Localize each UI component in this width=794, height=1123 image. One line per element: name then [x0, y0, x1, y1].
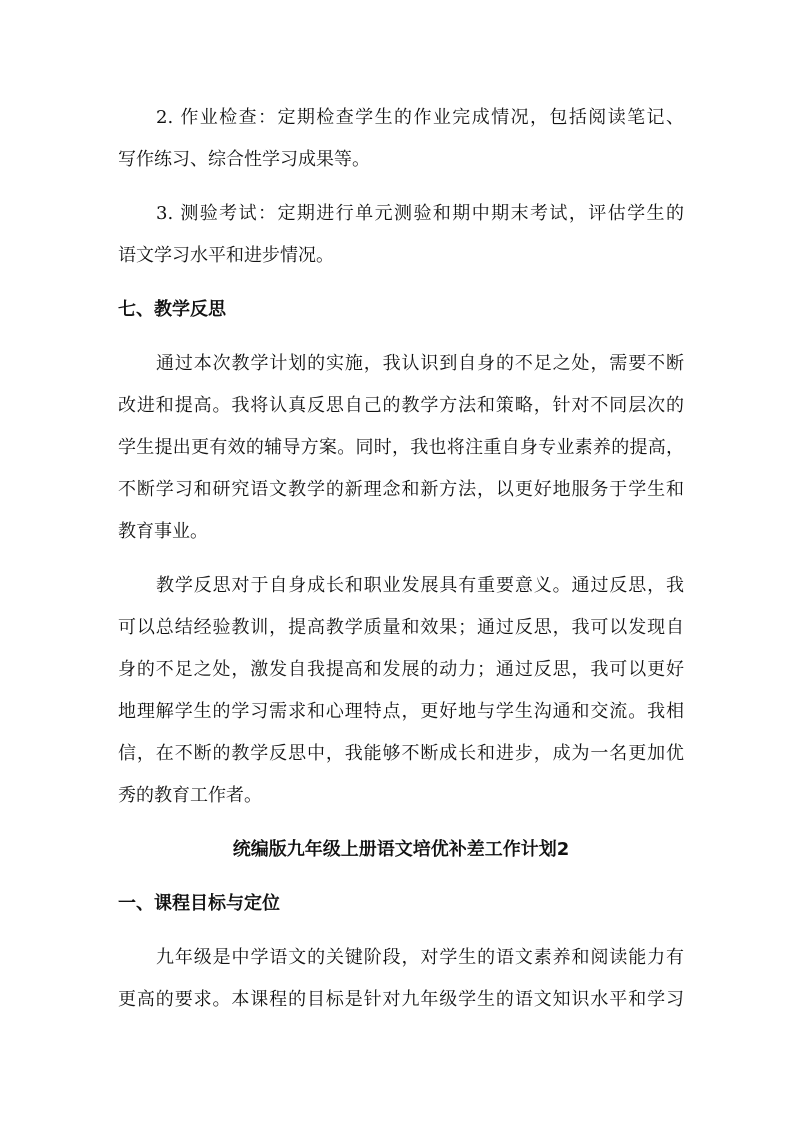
paragraph-line: 秀的教育工作者。 [118, 785, 262, 806]
list-item-2-line-2: 写作练习、综合性学习成果等。 [118, 149, 370, 170]
paragraph-line: 教学反思对于自身成长和职业发展具有重要意义。通过反思，我 [156, 575, 684, 596]
paragraph-line: 身的不足之处，激发自我提高和发展的动力；通过反思，我可以更好 [118, 659, 684, 680]
paragraph-line: 学生提出更有效的辅导方案。同时，我也将注重自身专业素养的提高， [118, 437, 684, 458]
document-title: 统编版九年级上册语文培优补差工作计划2 [232, 839, 570, 860]
section-heading-goals: 一、课程目标与定位 [118, 893, 280, 914]
paragraph-line: 地理解学生的学习需求和心理特点，更好地与学生沟通和交流。我相 [118, 701, 684, 722]
list-item-3-line-2: 语文学习水平和进步情况。 [118, 245, 334, 266]
list-item-3-line-1: 3. 测验考试：定期进行单元测验和期中期末考试，评估学生的 [156, 203, 684, 224]
paragraph-line: 改进和提高。我将认真反思自己的教学方法和策略，针对不同层次的 [118, 395, 684, 416]
paragraph-line: 教育事业。 [118, 521, 208, 542]
paragraph-line: 信，在不断的教学反思中，我能够不断成长和进步，成为一名更加优 [118, 743, 684, 764]
section-heading-reflection: 七、教学反思 [118, 299, 226, 320]
paragraph-line: 九年级是中学语文的关键阶段，对学生的语文素养和阅读能力有 [156, 947, 684, 968]
paragraph-line: 可以总结经验教训，提高教学质量和效果；通过反思，我可以发现自 [118, 617, 684, 638]
paragraph-line: 不断学习和研究语文教学的新理念和新方法，以更好地服务于学生和 [118, 479, 684, 500]
list-item-2-line-1: 2. 作业检查：定期检查学生的作业完成情况，包括阅读笔记、 [156, 107, 684, 128]
paragraph-line: 更高的要求。本课程的目标是针对九年级学生的语文知识水平和学习 [118, 989, 684, 1010]
paragraph-line: 通过本次教学计划的实施，我认识到自身的不足之处，需要不断 [156, 353, 684, 374]
